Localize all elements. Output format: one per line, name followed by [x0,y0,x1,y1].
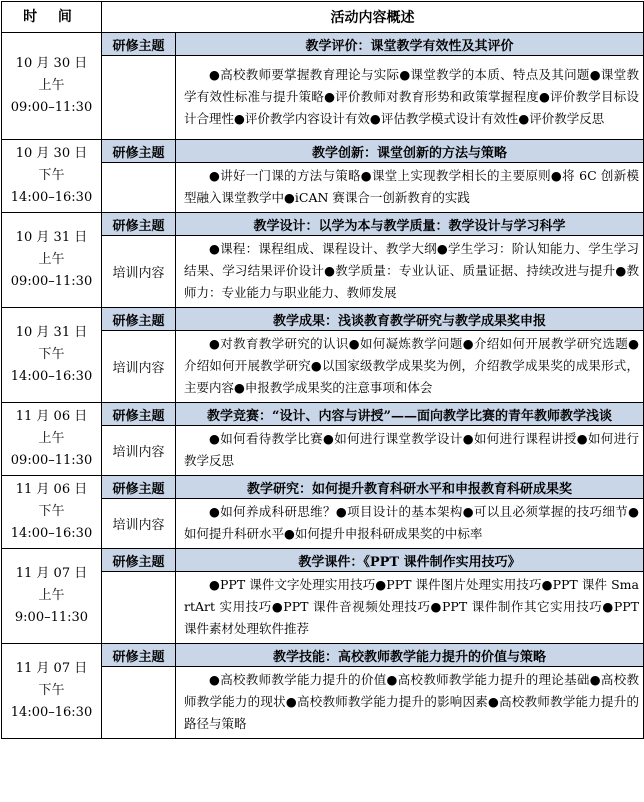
session-content: ●高校教师要掌握教育理论与实际●课堂教学的本质、特点及其问题●课堂教学有效性标准与提升策略●评价教师对教育形势和政策掌握程度●评价教学目标设计合理性●评价教学内容设计有效●评估教学模式设计有效性●评价教学反思 [176,56,644,140]
theme-label: 研修主题 [102,476,176,499]
session-hours: 09:00–11:30 [10,453,93,468]
session-date: 11 月 07 日 [15,566,88,581]
session-date: 10 月 30 日 [15,56,88,71]
content-label [102,667,176,739]
session-theme: 教学成果：浅谈教育教学研究与教学成果奖申报 [176,308,644,331]
session-hours: 14:00–16:30 [10,526,93,541]
session-content: ●PPT 课件文字处理实用技巧●PPT 课件图片处理实用技巧●PPT 课件 SmartArt 实用技巧●PPT 课件音视频处理技巧●PPT 课件制作其它实用技巧●PPT 课件素材处理软件推荐 [176,572,644,644]
session-period: 下午 [38,504,65,519]
session-theme: 教学评价：课堂教学有效性及其评价 [176,33,644,56]
session-theme: 教学设计：以学为本与教学质量：教学设计与学习科学 [176,213,644,236]
session-theme-row [2,33,644,56]
session-time-cell [2,33,102,140]
session-date: 11 月 06 日 [15,482,88,497]
session-time-cell [2,644,102,739]
session-content: ●课程：课程组成、课程设计、教学大纲●学生学习：阶认知能力、学生学习结果、学习结果评价设计●教学质量：专业认证、质量证据、持续改进与提升●教师力：专业能力与职业能力、教师发展 [176,236,644,308]
session-hours: 14:00–16:30 [10,190,93,205]
session-theme-row [2,476,644,499]
schedule-table [1,1,644,739]
session-date: 10 月 31 日 [15,230,88,245]
session-period: 下午 [38,168,65,183]
content-label: 培训内容 [102,426,176,476]
session-content: ●对教育教学研究的认识●如何凝炼教学问题●介绍如何开展教学研究选题●介绍如何开展教学研究●以国家级教学成果奖为例，介绍教学成果奖的成果形式，主要内容●申报教学成果奖的注意事项和体会 [176,331,644,403]
session-date: 10 月 31 日 [15,325,88,340]
session-time-cell [2,308,102,403]
session-hours: 14:00–16:30 [10,369,93,384]
session-theme: 教学技能：高校教师教学能力提升的价值与策略 [176,644,644,667]
session-date: 10 月 30 日 [15,146,88,161]
session-content: ●如何养成科研思维？●项目设计的基本架构●可以且必须掌握的技巧细节●如何提升科研水平●如何提升申报科研成果奖的中标率 [176,499,644,549]
session-content: ●如何看待教学比赛●如何进行课堂教学设计●如何进行课程讲授●如何进行教学反思 [176,426,644,476]
session-theme: 教学研究：如何提升教育科研水平和申报教育科研成果奖 [176,476,644,499]
session-period: 上午 [38,431,65,446]
session-hours: 9:00–11:30 [14,610,89,625]
theme-label: 研修主题 [102,140,176,163]
session-theme-row [2,403,644,426]
session-theme-row [2,549,644,572]
session-theme: 教学课件：《PPT 课件制作实用技巧》 [176,549,644,572]
header-content: 活动内容概述 [102,2,644,33]
content-label: 培训内容 [102,499,176,549]
table-header-row [2,2,644,33]
session-theme-row [2,213,644,236]
session-time-cell [2,213,102,308]
session-period: 上午 [38,588,65,603]
content-label [102,56,176,140]
session-theme: 教学竞赛：“设计、内容与讲授”——面向教学比赛的青年教师教学浅谈 [176,403,644,426]
content-label [102,163,176,213]
theme-label: 研修主题 [102,308,176,331]
theme-label: 研修主题 [102,403,176,426]
session-theme-row [2,644,644,667]
session-theme: 教学创新：课堂创新的方法与策略 [176,140,644,163]
session-time-cell [2,140,102,213]
session-content: ●高校教师教学能力提升的价值●高校教师教学能力提升的理论基础●高校教师教学能力的现状●高校教师教学能力提升的影响因素●高校教师教学能力提升的路径与策略 [176,667,644,739]
session-time-cell [2,476,102,549]
theme-label: 研修主题 [102,549,176,572]
session-hours: 09:00–11:30 [10,100,93,115]
content-label: 培训内容 [102,331,176,403]
session-date: 11 月 06 日 [15,409,88,424]
header-time: 时 间 [2,2,102,33]
session-content: ●讲好一门课的方法与策略●课堂上实现教学相长的主要原则●将 6C 创新模型融入课堂教学中●iCAN 赛课合一创新教育的实践 [176,163,644,213]
theme-label: 研修主题 [102,213,176,236]
content-label [102,572,176,644]
session-date: 11 月 07 日 [15,661,88,676]
session-period: 下午 [38,683,65,698]
session-time-cell [2,403,102,476]
theme-label: 研修主题 [102,644,176,667]
session-time-cell [2,549,102,644]
theme-label: 研修主题 [102,33,176,56]
session-period: 上午 [38,78,65,93]
session-theme-row [2,140,644,163]
session-hours: 14:00–16:30 [10,705,93,720]
content-label: 培训内容 [102,236,176,308]
session-theme-row [2,308,644,331]
session-hours: 09:00–11:30 [10,274,93,289]
session-period: 上午 [38,252,65,267]
session-period: 下午 [38,347,65,362]
